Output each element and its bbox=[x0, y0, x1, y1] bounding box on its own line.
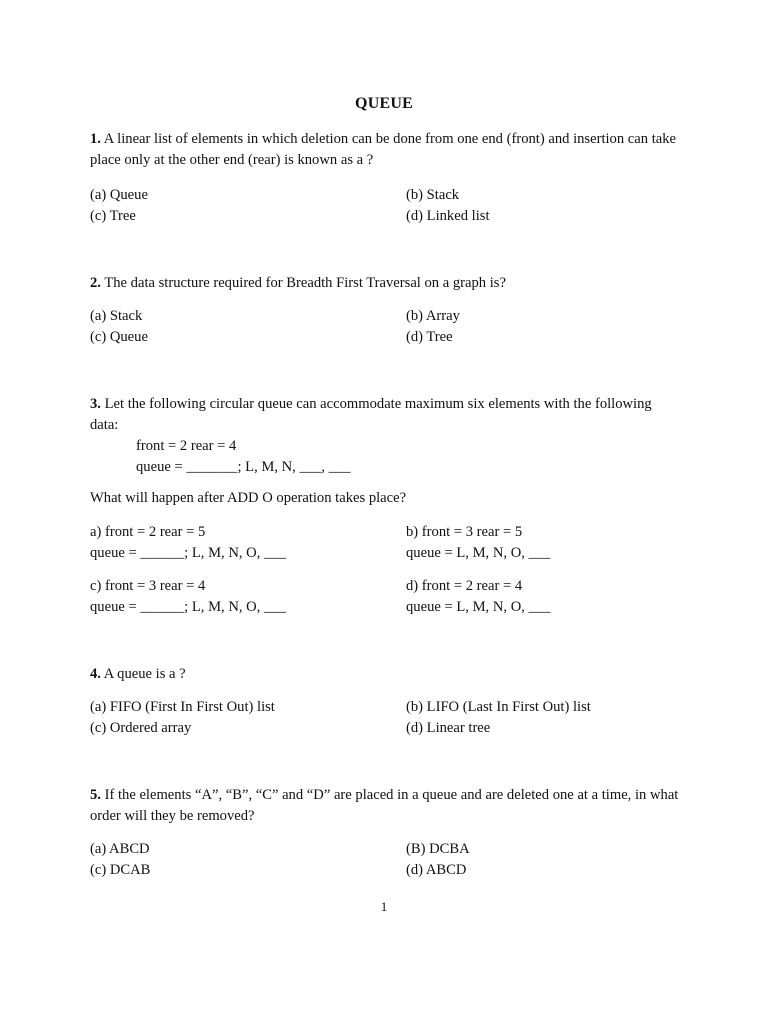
option-2c: (c) Queue bbox=[90, 329, 148, 345]
option-1c: (c) Tree bbox=[90, 208, 136, 224]
option-1a: (a) Queue bbox=[90, 187, 148, 203]
option-5d: (d) ABCD bbox=[406, 862, 467, 878]
option-4c: (c) Ordered array bbox=[90, 720, 192, 736]
question-4-text: 4. A queue is a ? bbox=[90, 666, 186, 682]
option-5b: (B) DCBA bbox=[406, 841, 470, 857]
question-2-number: 2. bbox=[90, 275, 101, 291]
question-2 bbox=[90, 273, 682, 294]
question-2-text: 2. The data structure required for Breadth First Traversal on a graph is? bbox=[90, 275, 506, 291]
option-4d: (d) Linear tree bbox=[406, 720, 491, 736]
option-3c-line-1: c) front = 3 rear = 4 bbox=[90, 578, 206, 594]
question-4-number: 4. bbox=[90, 666, 101, 682]
question-4-options bbox=[90, 697, 682, 739]
page-number: 1 bbox=[380, 899, 388, 914]
option-2d: (d) Tree bbox=[406, 329, 453, 345]
question-1-options bbox=[90, 185, 682, 227]
question-3-options-row-1 bbox=[90, 522, 682, 564]
option-1b: (b) Stack bbox=[406, 187, 460, 203]
question-3-text: 3. Let the following circular queue can accommodate maximum six elements with the following data: bbox=[90, 396, 652, 433]
question-1 bbox=[90, 129, 682, 171]
page-title: QUEUE bbox=[355, 95, 413, 112]
option-2b: (b) Array bbox=[406, 308, 460, 324]
question-3-data-line-2: queue = _______; L, M, N, ___, ___ bbox=[136, 459, 351, 475]
option-3a-line-1: a) front = 2 rear = 5 bbox=[90, 524, 206, 540]
question-2-options bbox=[90, 306, 682, 348]
option-3c-line-2: queue = ______; L, M, N, O, ___ bbox=[90, 599, 286, 615]
question-5-number: 5. bbox=[90, 787, 101, 803]
question-1-number: 1. bbox=[90, 131, 101, 147]
option-3b-line-1: b) front = 3 rear = 5 bbox=[406, 524, 523, 540]
question-4 bbox=[90, 664, 682, 685]
question-5 bbox=[90, 785, 682, 827]
option-1d: (d) Linked list bbox=[406, 208, 490, 224]
question-3 bbox=[90, 394, 682, 478]
question-3-followup: What will happen after ADD O operation takes place? bbox=[90, 490, 407, 506]
option-3b-line-2: queue = L, M, N, O, ___ bbox=[406, 545, 551, 561]
question-3-options-row-2 bbox=[90, 576, 682, 618]
option-3a-line-2: queue = ______; L, M, N, O, ___ bbox=[90, 545, 286, 561]
option-3d-line-2: queue = L, M, N, O, ___ bbox=[406, 599, 551, 615]
option-3d-line-1: d) front = 2 rear = 4 bbox=[406, 578, 523, 594]
question-3-data-line-1: front = 2 rear = 4 bbox=[136, 438, 237, 454]
option-4b: (b) LIFO (Last In First Out) list bbox=[406, 699, 591, 715]
question-5-text: 5. If the elements “A”, “B”, “C” and “D” are placed in a queue and are deleted one at a time, in what order will they be removed? bbox=[90, 787, 679, 824]
question-3-number: 3. bbox=[90, 396, 101, 412]
option-2a: (a) Stack bbox=[90, 308, 143, 324]
question-1-text: 1. A linear list of elements in which deletion can be done from one end (front) and insertion can take place only at the other end (rear) is known as a ? bbox=[90, 131, 677, 168]
option-4a: (a) FIFO (First In First Out) list bbox=[90, 699, 275, 715]
option-5c: (c) DCAB bbox=[90, 862, 151, 878]
question-5-options bbox=[90, 839, 682, 881]
option-5a: (a) ABCD bbox=[90, 841, 150, 857]
